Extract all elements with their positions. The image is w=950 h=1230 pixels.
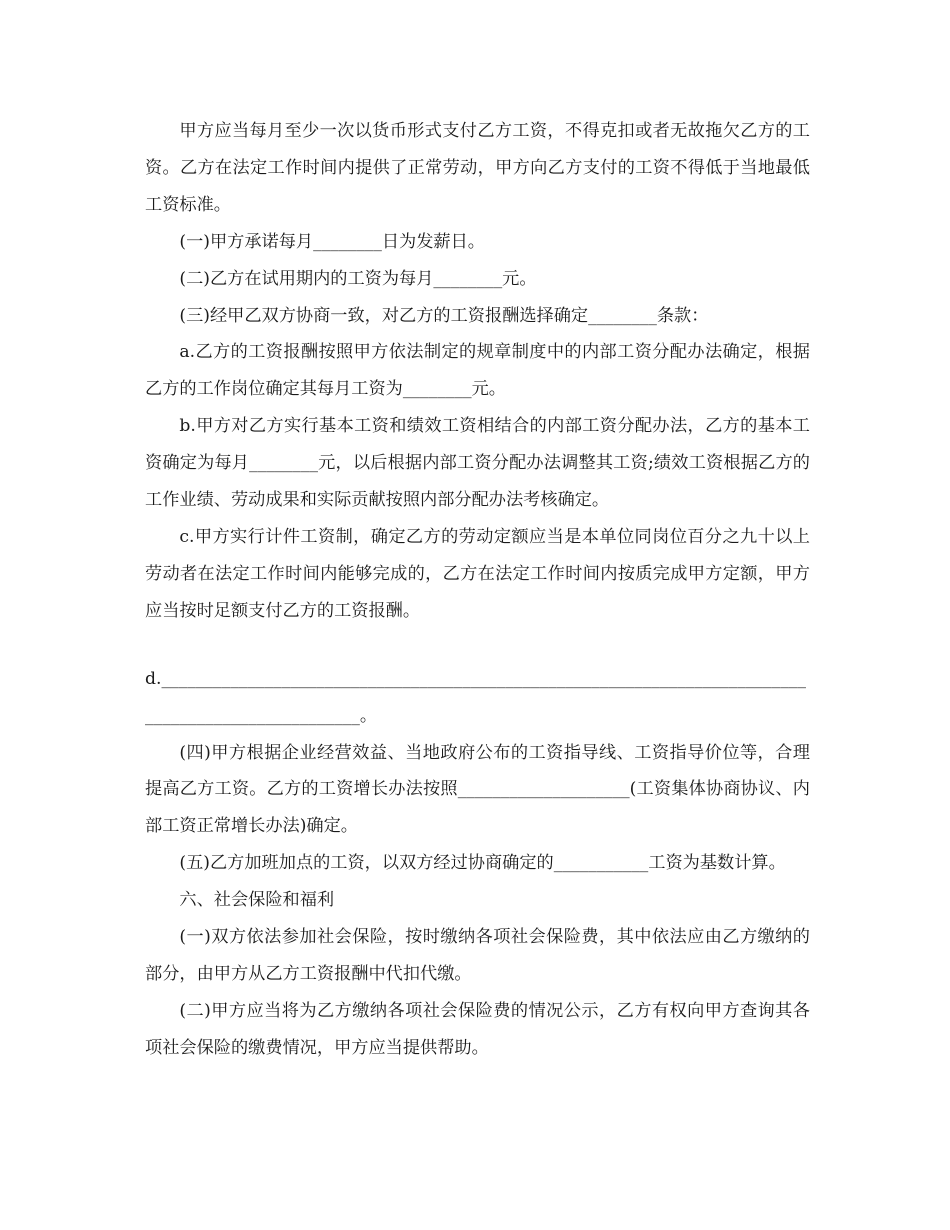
paragraph-clause-3: (三)经甲乙双方协商一致，对乙方的工资报酬选择确定________条款： xyxy=(179,305,709,326)
section-heading-social-insurance: 六、社会保险和福利 xyxy=(179,890,335,911)
paragraph-clause-2: (二)乙方在试用期内的工资为每月________元。 xyxy=(179,268,537,289)
paragraph-clause-4: (四)甲方根据企业经营效益、当地政府公布的工资指导线、工资指导价位等，合理提高乙方工资。乙方的工资增长办法按照____________________(工资集体协商协议、内部工资正常增长办法)确定。 xyxy=(145,742,810,837)
paragraph-option-d: d.____________________________________________________________________________________________________。 xyxy=(145,668,806,726)
paragraph-clause-5: (五)乙方加班加点的工资，以双方经过协商确定的___________工资为基数计算。 xyxy=(179,853,786,874)
paragraph-option-a: a.乙方的工资报酬按照甲方依法制定的规章制度中的内部工资分配办法确定，根据乙方的工作岗位确定其每月工资为________元。 xyxy=(145,342,810,400)
paragraph-option-c: c.甲方实行计件工资制，确定乙方的劳动定额应当是本单位同岗位百分之九十以上劳动者在法定工作时间内能够完成的，乙方在法定工作时间内按质完成甲方定额，甲方应当按时足额支付乙方的工资报酬。 xyxy=(145,526,810,621)
paragraph-option-b: b.甲方对乙方实行基本工资和绩效工资相结合的内部工资分配办法，乙方的基本工资确定为每月________元，以后根据内部工资分配办法调整其工资;绩效工资根据乙方的工作业绩、劳动成果和实际贡献按照内部分配办法考核确定。 xyxy=(145,416,810,511)
document-body xyxy=(145,113,810,1067)
paragraph-social-insurance-2: (二)甲方应当将为乙方缴纳各项社会保险费的情况公示，乙方有权向甲方查询其各项社会保险的缴费情况，甲方应当提供帮助。 xyxy=(145,1000,810,1058)
paragraph-clause-1: (一)甲方承诺每月________日为发薪日。 xyxy=(179,231,485,252)
paragraph-spacer xyxy=(145,630,810,661)
paragraph-social-insurance-1: (一)双方依法参加社会保险，按时缴纳各项社会保险费，其中依法应由乙方缴纳的部分，由甲方从乙方工资报酬中代扣代缴。 xyxy=(145,927,810,984)
paragraph-wage-payment: 甲方应当每月至少一次以货币形式支付乙方工资，不得克扣或者无故拖欠乙方的工资。乙方在法定工作时间内提供了正常劳动，甲方向乙方支付的工资不得低于当地最低工资标准。 xyxy=(145,121,810,215)
